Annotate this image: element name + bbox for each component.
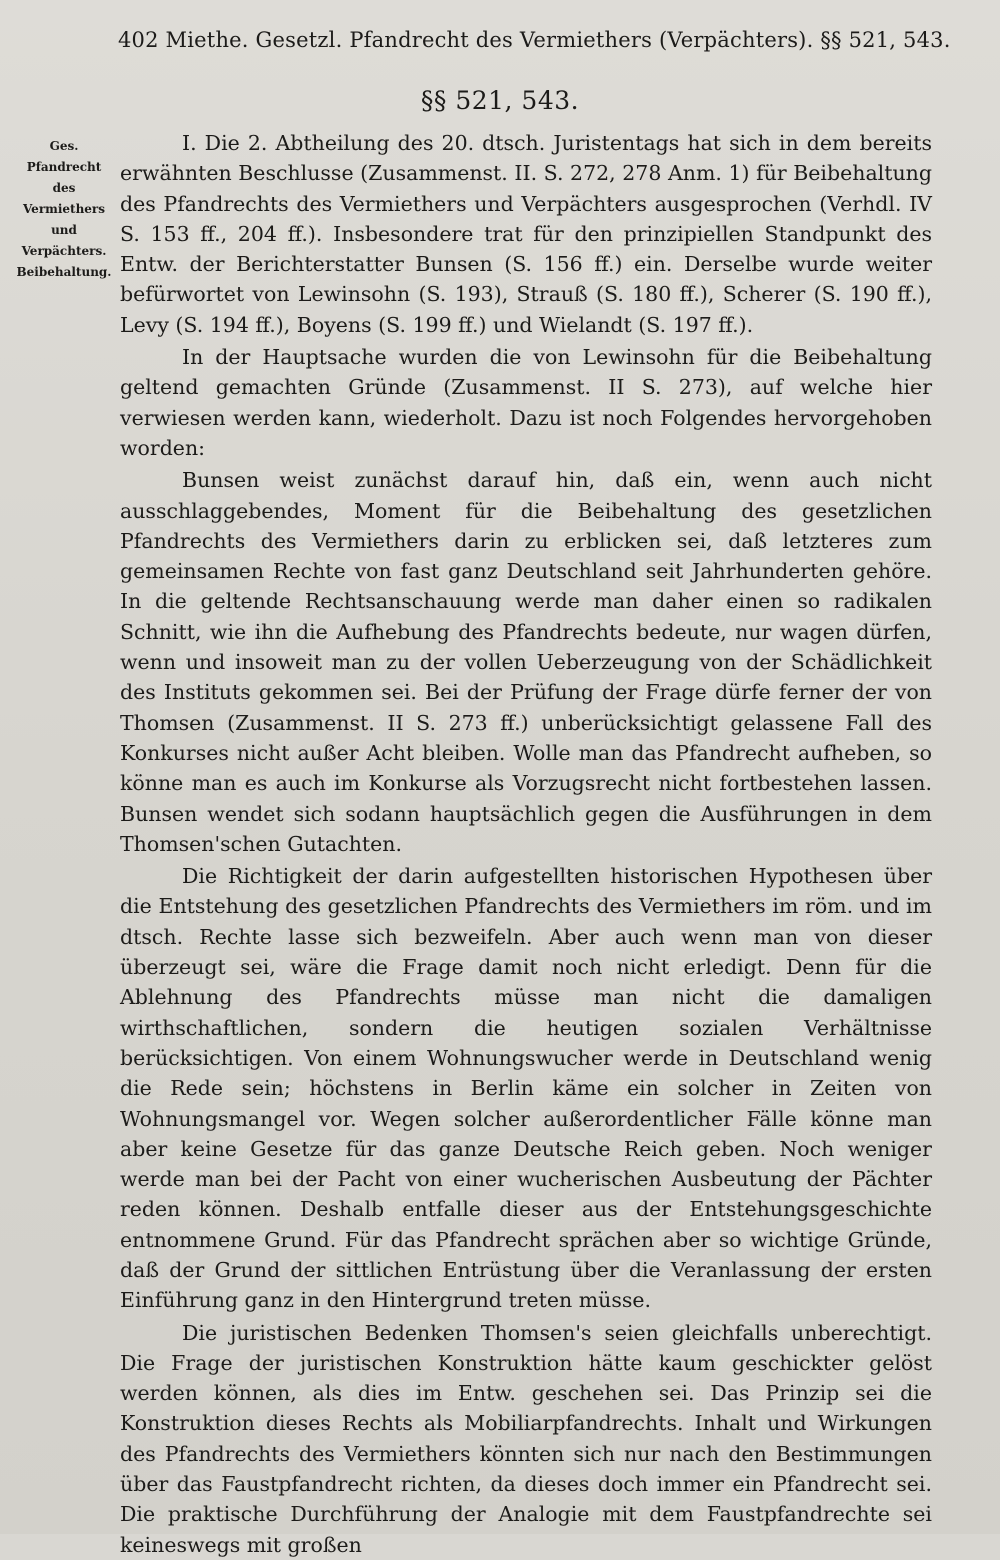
margin-note: Ges. Pfandrecht des Vermiethers und Verpächters. Beibehaltung. [16, 139, 112, 279]
running-head: 402 Miethe. Gesetzl. Pfandrecht des Vermiethers (Verpächters). §§ 521, 543. [118, 28, 951, 52]
paragraph-4: Die Richtigkeit der darin aufgestellten historischen Hypothesen über die Entstehung des gesetzlichen Pfandrechts des Vermiethers im röm. und im dtsch. Rechte lasse sich bezweifeln. Aber auch wenn man von dieser überzeugt sei, wäre die Frage damit noch nicht erledigt. Denn für die Ablehnung des Pfandrechts müsse man nicht die damaligen wirthschaftlichen, sondern die heutigen sozialen Verhältnisse berücksichtigen. Von einem Wohnungswucher werde in Deutschland wenig die Rede sein; höchstens in Berlin käme ein solcher in Zeiten von Wohnungsmangel vor. Wegen solcher außerordentlicher Fälle könne man aber keine Gesetze für das ganze Deutsche Reich geben. Noch weniger werde man bei der Pacht von einer wucherischen Ausbeutung der Pächter reden können. Deshalb entfalle dieser aus der Entstehungsgeschichte entnommene Grund. Für das Pfandrecht sprächen aber so wichtige Gründe, daß der Grund der sittlichen Entrüstung über die Veranlassung der ersten Einführung ganz in den Hintergrund treten müsse. [120, 864, 932, 1313]
paragraph-5: Die juristischen Bedenken Thomsen's seien gleichfalls unberechtigt. Die Frage der juristischen Konstruktion hätte kaum geschickter gelöst werden können, als dies im Entw. geschehen sei. Das Prinzip sei die Konstruktion dieses Rechts als Mobiliarpfandrechts. Inhalt und Wirkungen des Pfandrechts des Vermiethers könnten sich nur nach den Bestimmungen über das Faustpfandrecht richten, da dieses doch immer ein Pfandrecht sei. Die praktische Durchführung der Analogie mit dem Faustpfandrechte sei keineswegs mit großen [120, 1320, 932, 1557]
main-text [120, 128, 932, 1560]
paragraph-3: Bunsen weist zunächst darauf hin, daß ein, wenn auch nicht ausschlaggebendes, Moment für die Beibehaltung des gesetzlichen Pfandrechts des Vermiethers darin zu erblicken sei, daß letzteres zum gemeinsamen Rechte von fast ganz Deutschland seit Jahrhunderten gehöre. In die geltende Rechtsanschauung werde man daher einen so radikalen Schnitt, wie ihn die Aufhebung des Pfandrechts bedeute, nur wagen dürfen, wenn und insoweit man zu der vollen Ueberzeugung von der Schädlichkeit des Instituts gekommen sei. Bei der Prüfung der Frage dürfe ferner der von Thomsen (Zusammenst. II S. 273 ff.) unberücksichtigt gelassene Fall des Konkurses nicht außer Acht bleiben. Wolle man das Pfandrecht aufheben, so könne man es auch im Konkurse als Vorzugsrecht nicht fortbestehen lassen. Bunsen wendet sich sodann hauptsächlich gegen die Ausführungen in dem Thomsen'schen Gutachten. [120, 468, 932, 856]
section-title: §§ 521, 543. [420, 86, 580, 115]
paragraph-1: I. Die 2. Abtheilung des 20. dtsch. Juristentags hat sich in dem bereits erwähnten Beschlusse (Zusammenst. II. S. 272, 278 Anm. 1) für Beibehaltung des Pfandrechts des Vermiethers und Verpächters ausgesprochen (Verhdl. IV S. 153 ff., 204 ff.). Insbesondere trat für den prinzipiellen Standpunkt des Entw. der Berichterstatter Bunsen (S. 156 ff.) ein. Derselbe wurde weiter befürwortet von Lewinsohn (S. 193), Strauß (S. 180 ff.), Scherer (S. 190 ff.), Levy (S. 194 ff.), Boyens (S. 199 ff.) und Wielandt (S. 197 ff.). [120, 131, 932, 337]
paragraph-2: In der Hauptsache wurden die von Lewinsohn für die Beibehaltung geltend gemachten Gründe (Zusammenst. II S. 273), auf welche hier verwiesen werden kann, wiederholt. Dazu ist noch Folgendes hervorgehoben worden: [120, 345, 932, 460]
